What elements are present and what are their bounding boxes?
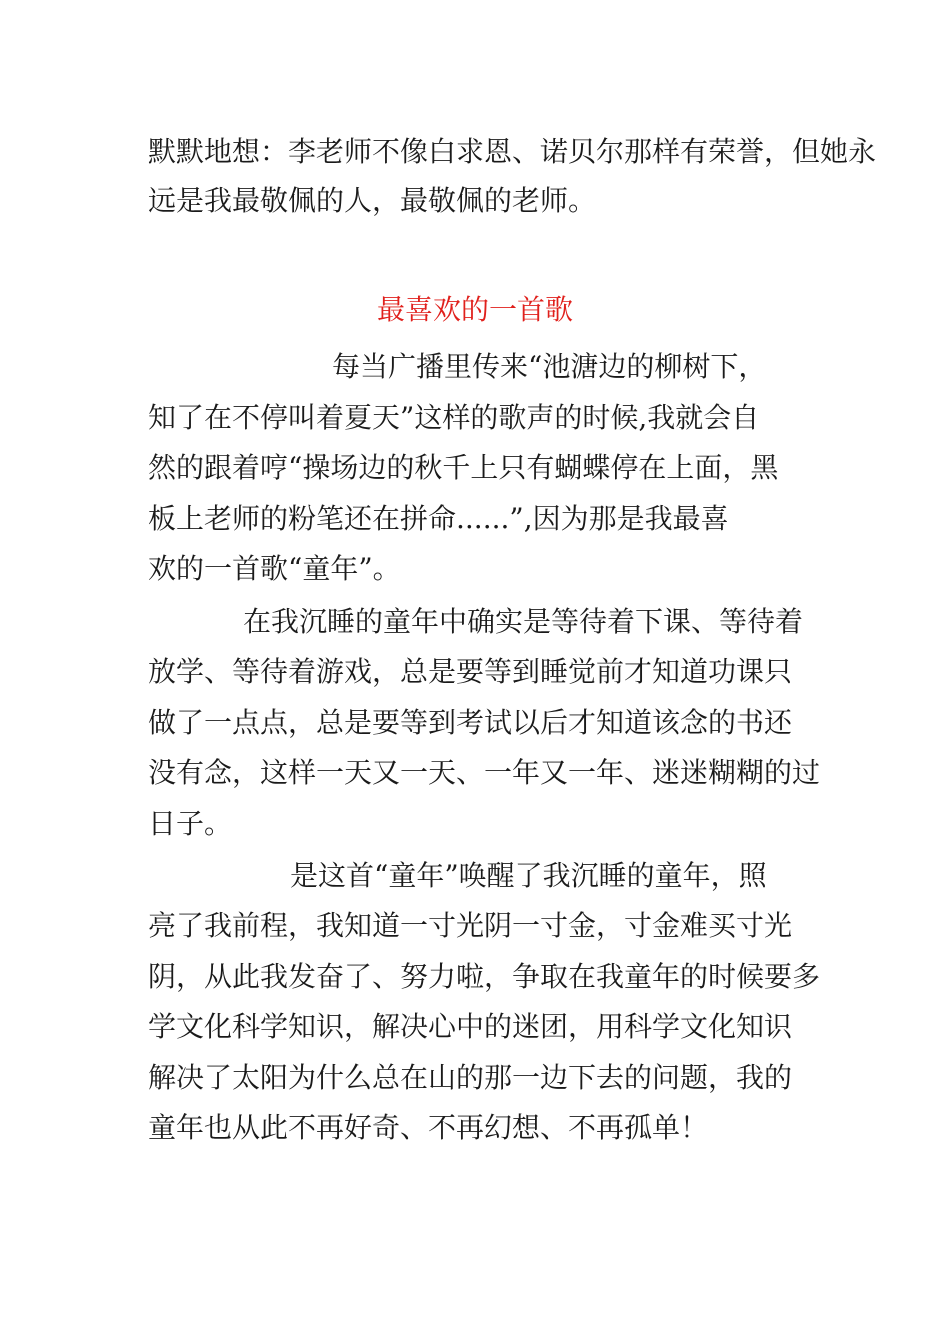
text-line: 放学、等待着游戏，总是要等到睡觉前才知道功课只 <box>148 655 793 688</box>
text-line: 日子。 <box>148 807 233 840</box>
text-line: 欢的一首歌“童年”。 <box>148 552 401 585</box>
text-line: 板上老师的粉笔还在拼命......”,因为那是我最喜 <box>148 502 729 535</box>
text-line: 知了在不停叫着夏天”这样的歌声的时候,我就会自 <box>148 401 760 434</box>
text-line: 童年也从此不再好奇、不再幻想、不再孤单！ <box>148 1111 709 1144</box>
essay-title: 最喜欢的一首歌 <box>376 293 573 326</box>
text-line: 没有念，这样一天又一天、一年又一年、迷迷糊糊的过 <box>148 756 821 789</box>
text-line: 是这首“童年”唤醒了我沉睡的童年，照 <box>290 859 767 892</box>
text-line: 解决了太阳为什么总在山的那一边下去的问题，我的 <box>148 1061 793 1094</box>
text-line: 远是我最敬佩的人，最敬佩的老师。 <box>148 184 597 217</box>
text-line: 学文化科学知识，解决心中的迷团，用科学文化知识 <box>148 1010 793 1043</box>
text-line: 做了一点点，总是要等到考试以后才知道该念的书还 <box>148 706 793 739</box>
text-line: 每当广播里传来“池溏边的柳树下， <box>332 350 767 383</box>
text-line: 然的跟着哼“操场边的秋千上只有蝴蝶停在上面，黑 <box>148 451 779 484</box>
text-line: 在我沉睡的童年中确实是等待着下课、等待着 <box>243 605 804 638</box>
text-line: 亮了我前程，我知道一寸光阴一寸金，寸金难买寸光 <box>148 909 793 942</box>
text-line: 阴，从此我发奋了、努力啦，争取在我童年的时候要多 <box>148 960 821 993</box>
text-line: 默默地想：李老师不像白求恩、诺贝尔那样有荣誉，但她永 <box>148 135 877 168</box>
